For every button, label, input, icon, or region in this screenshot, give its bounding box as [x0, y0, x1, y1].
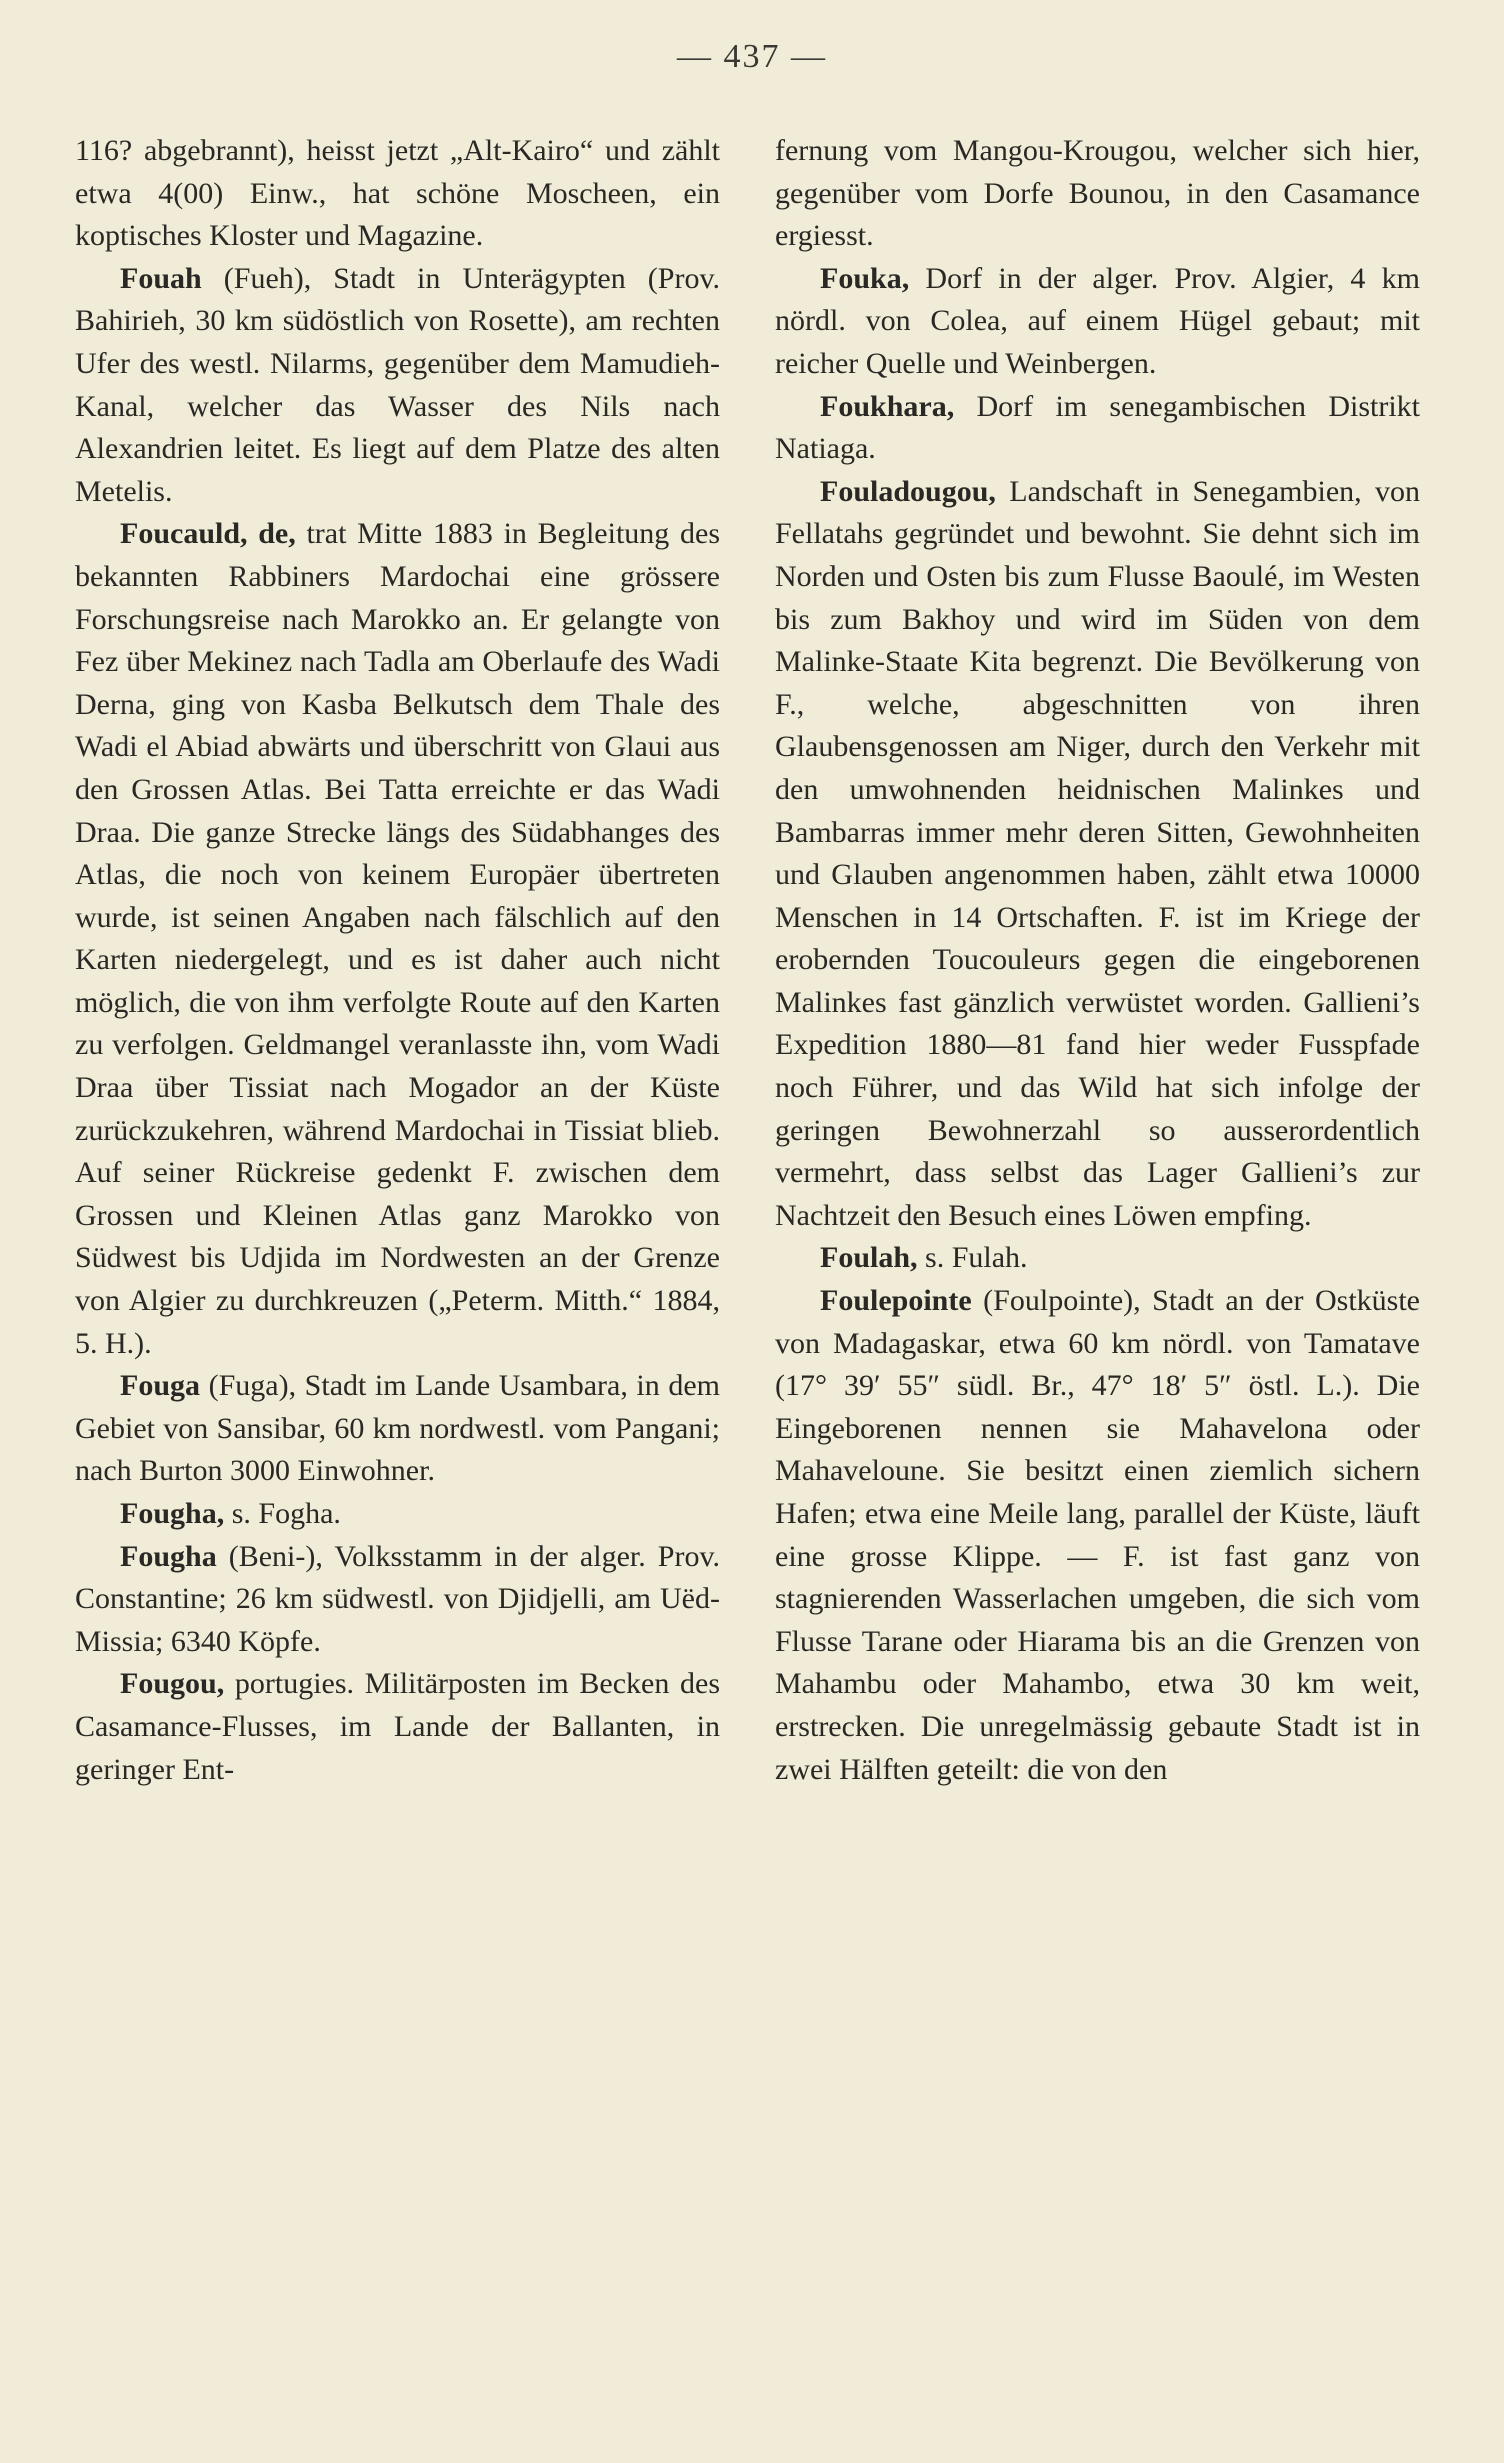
headword: Foucauld, de, — [120, 517, 296, 551]
entry-foulah — [775, 1237, 1420, 1280]
entry-fouka — [775, 258, 1420, 386]
headword: Fouladougou, — [820, 474, 996, 508]
headword: Fougha, — [120, 1497, 225, 1530]
headword: Fougou, — [120, 1667, 225, 1701]
entry-text: Landschaft in Senegambien, von Fellatahs gegründet und bewohnt. Sie dehnt sich im Norden und Osten bis zum Flusse Baoulé, im Westen bis zum Bakhoy und wird im Süden von dem Malinke-Staate Kita begrenzt. Die Bevölkerung von F., welche, abgeschnitten von ihren Glaubensgenossen am Niger, durch den Verkehr mit den umwohnenden heidnischen Malinkes und Bambarras immer mehr deren Sitten, Gewohnheiten und Glauben angenommen haben, zählt etwa 10000 Menschen in 14 Ortschaften. F. ist im Kriege der erobernden Toucouleurs gegen die eingeborenen Malinkes fast gänzlich verwüstet worden. Gallieni’s Expedition 1880—81 fand hier weder Fusspfade noch Führer, und das Wild hat sich infolge der geringen Bewohnerzahl so ausserordentlich vermehrt, dass selbst das Lager Gallieni’s zur Nachtzeit den Besuch eines Löwen empfing. — [775, 474, 1420, 1232]
headword: Foulah, — [820, 1241, 918, 1275]
entry-text: 116? abgebrannt), heisst jetzt „Alt-Kairo“ und zählt etwa 4(00) Einw., hat schöne Moscheen, ein koptisches Kloster und Magazine. — [75, 134, 720, 253]
entry-text: Dorf in der alger. Prov. Algier, 4 km nördl. von Colea, auf einem Hügel gebaut; mit reicher Quelle und Weinbergen. — [775, 261, 1420, 380]
entry-text: fernung vom Mangou-Krougou, welcher sich hier, gegenüber vom Dorfe Bounou, in den Casamance ergiesst. — [775, 134, 1420, 253]
entry-text: s. Fulah. — [917, 1241, 1028, 1275]
entry-text: (Beni-), Volksstamm in der alger. Prov. Constantine; 26 km südwestl. von Djidjelli, am Uëd-Missia; 6340 Köpfe. — [75, 1539, 720, 1658]
entry-fouladougou — [775, 471, 1420, 1238]
right-column — [775, 130, 1420, 1791]
headword: Foukhara, — [820, 389, 955, 423]
entry-fougha-beni — [75, 1536, 720, 1664]
headword: Fougha — [120, 1539, 217, 1573]
entry-continuation — [75, 130, 720, 258]
entry-foukhara — [775, 386, 1420, 471]
entry-text: trat Mitte 1883 in Begleitung des bekannten Rabbiners Mardochai eine grössere Forschungsreise nach Marokko an. Er gelangte von Fez über Mekinez nach Tadla am Oberlaufe des Wadi Derna, ging von Kasba Belkutsch dem Thale des Wadi el Abiad abwärts und überschritt von Glaui aus den Grossen Atlas. Bei Tatta erreichte er das Wadi Draa. Die ganze Strecke längs des Südabhanges des Atlas, die noch von keinem Europäer übertreten wurde, ist seinen Angaben nach fälschlich auf den Karten niedergelegt, und es ist daher auch nicht möglich, die von ihm verfolgte Route auf den Karten zu verfolgen. Geldmangel veranlasste ihn, vom Wadi Draa über Tissiat nach Mogador an der Küste zurückzukehren, während Mardochai in Tissiat blieb. Auf seiner Rückreise gedenkt F. zwischen dem Grossen und Kleinen Atlas ganz Marokko von Südwest bis Udjida im Nordwesten an der Grenze von Algier zu durchkreuzen („Peterm. Mitth.“ 1884, 5. H.). — [75, 517, 720, 1360]
entry-foucauld — [75, 513, 720, 1365]
entry-fouga — [75, 1365, 720, 1493]
entry-fougha-ref — [75, 1493, 720, 1536]
entry-text: (Foulpointe), Stadt an der Ostküste von Madagaskar, etwa 60 km nördl. von Tamatave (17° 39′ 55″ südl. Br., 47° 18′ 5″ östl. L.). Die Eingeborenen nennen sie Mahavelona oder Mahaveloune. Sie besitzt einen ziemlich sichern Hafen; etwa eine Meile lang, parallel der Küste, läuft eine grosse Klippe. — F. ist fast ganz von stagnierenden Wasserlachen umgeben, die sich vom Flusse Tarane oder Hiarama bis an die Grenzen von Mahambu oder Mahambo, etwa 30 km weit, erstrecken. Die unregelmässig gebaute Stadt ist in zwei Hälften geteilt: die von den — [775, 1284, 1420, 1786]
entry-foulepointe — [775, 1280, 1420, 1791]
entry-text: (Fueh), Stadt in Unterägypten (Prov. Bahirieh, 30 km südöstlich von Rosette), am rechten Ufer des westl. Nilarms, gegenüber dem Mamudieh-Kanal, welcher das Wasser des Nils nach Alexandrien leitet. Es liegt auf dem Platze des alten Metelis. — [75, 261, 720, 508]
entry-text: (Fuga), Stadt im Lande Usambara, in dem Gebiet von Sansibar, 60 km nordwestl. vom Pangani; nach Burton 3000 Einwohner. — [75, 1369, 720, 1488]
headword: Fouka, — [820, 261, 910, 295]
entry-text: portugies. Militärposten im Becken des Casamance-Flusses, im Lande der Ballanten, in geringer Ent- — [75, 1667, 720, 1786]
entry-fougou — [75, 1663, 720, 1791]
entry-continuation — [775, 130, 1420, 258]
entry-text: s. Fogha. — [224, 1497, 341, 1530]
entry-fouah — [75, 258, 720, 514]
entry-text: Dorf im senegambischen Distrikt Natiaga. — [775, 389, 1420, 466]
left-column — [75, 130, 720, 1791]
headword: Fouah — [120, 261, 202, 295]
page-number: — 437 — — [677, 38, 827, 75]
headword: Foulepointe — [820, 1284, 972, 1318]
headword: Fouga — [120, 1369, 201, 1403]
